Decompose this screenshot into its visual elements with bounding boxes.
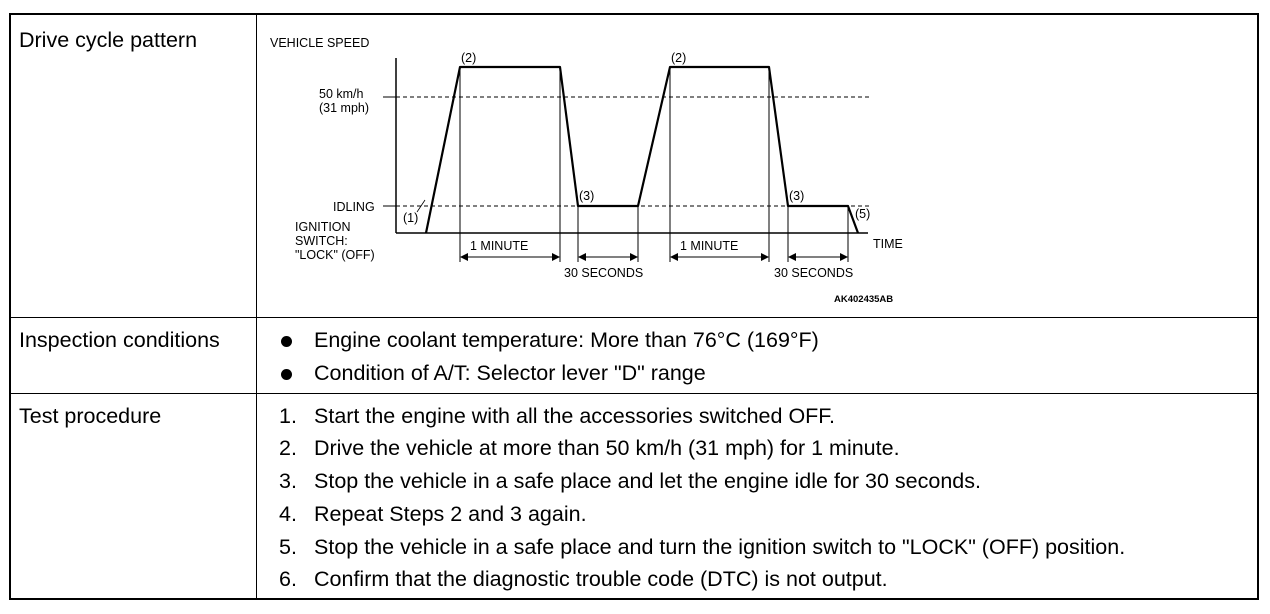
ignition-label: IGNITION bbox=[295, 220, 351, 234]
step-number: 6. bbox=[279, 567, 297, 591]
step-number: 4. bbox=[279, 502, 297, 526]
marker-3-label: (3) bbox=[789, 189, 805, 203]
step-number: 1. bbox=[279, 404, 297, 428]
y-axis-label: VEHICLE SPEED bbox=[270, 36, 370, 50]
marker-2-label: (2) bbox=[671, 51, 687, 65]
step-text: Stop the vehicle in a safe place and let the engine idle for 30 seconds. bbox=[314, 469, 981, 493]
step-number: 5. bbox=[279, 535, 297, 559]
step-text: Stop the vehicle in a safe place and turn the ignition switch to "LOCK" (OFF) position. bbox=[314, 535, 1126, 559]
speed-label-mph: (31 mph) bbox=[319, 101, 370, 115]
step-number: 3. bbox=[279, 469, 297, 493]
step-number: 2. bbox=[279, 436, 297, 460]
idling-label: IDLING bbox=[333, 200, 375, 214]
step-text: Repeat Steps 2 and 3 again. bbox=[314, 502, 587, 526]
speed-profile-line bbox=[426, 67, 858, 233]
marker-1-label: (1) bbox=[403, 211, 419, 225]
ignition-label: SWITCH: bbox=[295, 234, 348, 248]
marker-5-label: (5) bbox=[855, 207, 871, 221]
row-label-drive-cycle: Drive cycle pattern bbox=[19, 28, 198, 52]
step-text: Start the engine with all the accessories switched OFF. bbox=[314, 404, 836, 428]
condition-text: Condition of A/T: Selector lever "D" range bbox=[314, 361, 706, 385]
step-text: Drive the vehicle at more than 50 km/h (31 mph) for 1 minute. bbox=[314, 436, 900, 460]
figure-code: AK402435AB bbox=[834, 294, 894, 305]
speed-label: 50 km/h bbox=[319, 87, 364, 101]
interval-label-minute: 1 MINUTE bbox=[680, 239, 739, 253]
row-label-inspection-conditions: Inspection conditions bbox=[19, 328, 220, 352]
interval-label-seconds: 30 SECONDS bbox=[564, 266, 644, 280]
marker-3-label: (3) bbox=[579, 189, 595, 203]
x-axis-label: TIME bbox=[873, 237, 903, 251]
row-label-test-procedure: Test procedure bbox=[19, 404, 162, 428]
marker-2-label: (2) bbox=[461, 51, 477, 65]
condition-text: Engine coolant temperature: More than 76°C (169°F) bbox=[314, 328, 819, 352]
step-text: Confirm that the diagnostic trouble code (DTC) is not output. bbox=[314, 567, 888, 591]
interval-label-minute: 1 MINUTE bbox=[470, 239, 529, 253]
ignition-label: "LOCK" (OFF) bbox=[295, 248, 375, 262]
interval-label-seconds: 30 SECONDS bbox=[774, 266, 854, 280]
